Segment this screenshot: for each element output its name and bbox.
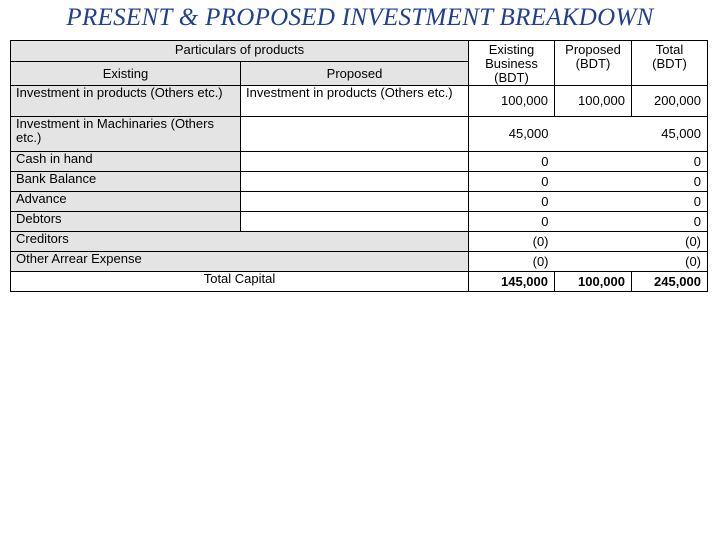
- total-value: (0): [632, 252, 708, 272]
- existing-bdt-value: 45,000: [469, 117, 555, 152]
- existing-business-header: Existing Business (BDT): [469, 41, 555, 86]
- proposed-subheader: Proposed: [241, 62, 469, 86]
- proposed-bdt-header: Proposed (BDT): [555, 41, 632, 86]
- total-bdt-header: Total (BDT): [632, 41, 708, 86]
- existing-item: Cash in hand: [11, 152, 241, 172]
- total-value: 0: [632, 152, 708, 172]
- existing-bdt-value: 0: [469, 192, 555, 212]
- existing-item: Advance: [11, 192, 241, 212]
- proposed-bdt-value: [555, 117, 632, 152]
- table-row: [11, 117, 708, 152]
- investment-table: [10, 40, 708, 292]
- existing-bdt-value: 0: [469, 172, 555, 192]
- proposed-item: [241, 117, 469, 152]
- proposed-item: [241, 192, 469, 212]
- existing-bdt-value: (0): [469, 232, 555, 252]
- existing-subheader: Existing: [11, 62, 241, 86]
- total-proposed-bdt: 100,000: [555, 272, 632, 292]
- existing-bdt-value: 100,000: [469, 86, 555, 117]
- table-row: [11, 232, 708, 252]
- header-row-1: [11, 41, 708, 62]
- proposed-item: [241, 172, 469, 192]
- proposed-bdt-value: [555, 232, 632, 252]
- proposed-item: [241, 152, 469, 172]
- total-value: 0: [632, 172, 708, 192]
- total-value: 0: [632, 212, 708, 232]
- proposed-item: [241, 212, 469, 232]
- table-row: [11, 192, 708, 212]
- existing-item: Bank Balance: [11, 172, 241, 192]
- total-value: 45,000: [632, 117, 708, 152]
- proposed-bdt-value: [555, 172, 632, 192]
- proposed-bdt-value: [555, 152, 632, 172]
- proposed-bdt-value: [555, 252, 632, 272]
- existing-item: Other Arrear Expense: [11, 252, 469, 272]
- total-value: 0: [632, 192, 708, 212]
- existing-item: Debtors: [11, 212, 241, 232]
- existing-bdt-value: (0): [469, 252, 555, 272]
- particulars-header: Particulars of products: [11, 41, 469, 62]
- proposed-bdt-value: [555, 192, 632, 212]
- table-row: [11, 152, 708, 172]
- proposed-item: Investment in products (Others etc.): [241, 86, 469, 117]
- table-row: [11, 172, 708, 192]
- existing-bdt-value: 0: [469, 212, 555, 232]
- total-capital-label: Total Capital: [11, 272, 469, 292]
- table-row: [11, 212, 708, 232]
- existing-item: Creditors: [11, 232, 469, 252]
- table-row: [11, 252, 708, 272]
- total-row: [11, 272, 708, 292]
- page-title: PRESENT & PROPOSED INVESTMENT BREAKDOWN: [66, 4, 654, 31]
- proposed-bdt-value: 100,000: [555, 86, 632, 117]
- existing-bdt-value: 0: [469, 152, 555, 172]
- proposed-bdt-value: [555, 212, 632, 232]
- total-value: (0): [632, 232, 708, 252]
- grand-total: 245,000: [632, 272, 708, 292]
- existing-item: Investment in products (Others etc.): [11, 86, 241, 117]
- existing-item: Investment in Machinaries (Others etc.): [11, 117, 241, 152]
- total-value: 200,000: [632, 86, 708, 117]
- total-existing-bdt: 145,000: [469, 272, 555, 292]
- table-row: [11, 86, 708, 117]
